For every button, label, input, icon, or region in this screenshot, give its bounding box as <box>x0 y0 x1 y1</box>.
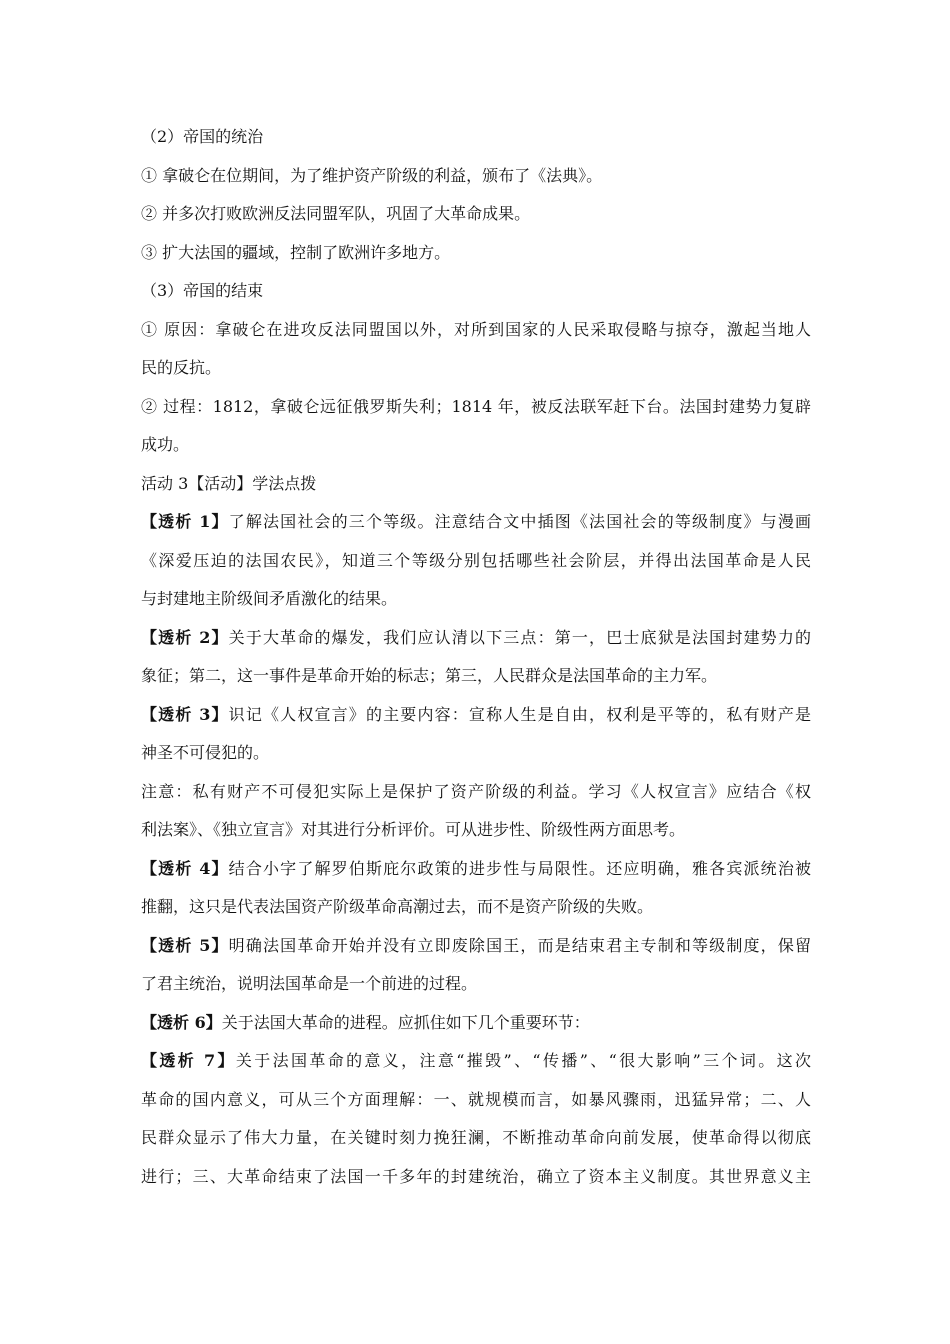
text-line <box>141 1042 811 1081</box>
line-text: 象征；第二，这一事件是革命开始的标志；第三，人民群众是法国革命的主力军。 <box>141 666 718 685</box>
text-line <box>141 234 811 273</box>
text-line <box>141 1119 811 1158</box>
line-text: 进行；三、大革命结束了法国一千多年的封建统治，确立了资本主义制度。其世界意义主 <box>141 1166 811 1186</box>
line-text: 了君主统治，说明法国革命是一个前进的过程。 <box>141 974 478 993</box>
line-text: ① 原因：拿破仑在进攻反法同盟国以外，对所到国家的人民采取侵略与掠夺，激起当地人 <box>141 319 811 339</box>
line-text: 关于大革命的爆发，我们应认清以下三点：第一，巴士底狱是法国封建势力的 <box>228 627 811 647</box>
text-line <box>141 542 811 581</box>
analysis-tag: 【透析 4】 <box>141 858 229 878</box>
text-line <box>141 580 811 619</box>
text-line <box>141 1081 811 1120</box>
document-body <box>141 118 811 1196</box>
line-text: 了解法国社会的三个等级。注意结合文中插图《法国社会的等级制度》与漫画 <box>228 512 811 531</box>
line-text: 识记《人权宣言》的主要内容：宣称人生是自由，权利是平等的，私有财产是 <box>228 704 811 724</box>
line-text: ③ 扩大法国的疆域，控制了欧洲许多地方。 <box>141 242 451 262</box>
analysis-tag: 【透析 5】 <box>141 935 229 955</box>
text-line <box>141 1004 811 1043</box>
line-text: 利法案》、《独立宣言》对其进行分析评价。可从进步性、阶级性两方面思考。 <box>141 820 686 839</box>
text-line <box>141 850 811 889</box>
analysis-tag: 【透析 7】 <box>141 1051 236 1070</box>
line-text: 成功。 <box>141 435 190 454</box>
line-text: 结合小字了解罗伯斯庇尔政策的进步性与局限性。还应明确，雅各宾派统治被 <box>228 858 811 878</box>
line-text: 革命的国内意义，可从三个方面理解：一、就规模而言，如暴风骤雨，迅猛异常；二、人 <box>141 1089 811 1109</box>
line-text: 推翻，这只是代表法国资产阶级革命高潮过去，而不是资产阶级的失败。 <box>141 897 654 916</box>
text-line <box>141 696 811 735</box>
line-text: ② 过程：1812，拿破仑远征俄罗斯失利；1814 年，被反法联军赶下台。法国封建势力复辟 <box>141 396 811 416</box>
text-line <box>141 388 811 427</box>
text-line <box>141 773 811 812</box>
text-line <box>141 734 811 773</box>
line-text: 神圣不可侵犯的。 <box>141 743 270 762</box>
line-text: 活动 3【活动】学法点拨 <box>141 473 317 493</box>
text-line <box>141 965 811 1004</box>
text-line <box>141 657 811 696</box>
line-text: 注意：私有财产不可侵犯实际上是保护了资产阶级的利益。学习《人权宣言》应结合《权 <box>141 781 811 801</box>
line-text: 与封建地主阶级间矛盾激化的结果。 <box>141 589 398 608</box>
line-text: 民的反抗。 <box>141 358 222 377</box>
text-line <box>141 311 811 350</box>
text-line <box>141 349 811 388</box>
line-text: ② 并多次打败欧洲反法同盟军队，巩固了大革命成果。 <box>141 204 531 223</box>
text-line <box>141 157 811 196</box>
text-line <box>141 465 811 504</box>
text-line <box>141 426 811 465</box>
line-text: 《深爱压迫的法国农民》，知道三个等级分别包括哪些社会阶层，并得出法国革命是人民 <box>141 550 811 570</box>
text-line <box>141 1158 811 1197</box>
text-line <box>141 619 811 658</box>
line-text: （2）帝国的统治 <box>141 127 264 146</box>
line-text: 关于法国大革命的进程。应抓住如下几个重要环节： <box>221 1012 590 1032</box>
line-text: ① 拿破仑在位期间，为了维护资产阶级的利益，颁布了《法典》。 <box>141 165 603 185</box>
text-line <box>141 888 811 927</box>
line-text: 明确法国革命开始并没有立即废除国王，而是结束君主专制和等级制度，保留 <box>228 935 811 955</box>
text-line <box>141 503 811 542</box>
text-line <box>141 927 811 966</box>
analysis-tag: 【透析 2】 <box>141 627 229 647</box>
text-line <box>141 118 811 157</box>
analysis-tag: 【透析 3】 <box>141 704 229 724</box>
line-text: 关于法国革命的意义，注意“摧毁”、“传播”、“很大影响”三个词。这次 <box>235 1051 811 1070</box>
text-line <box>141 195 811 234</box>
text-line <box>141 811 811 850</box>
line-text: （3）帝国的结束 <box>141 281 264 300</box>
analysis-tag: 【透析 6】 <box>141 1012 222 1032</box>
analysis-tag: 【透析 1】 <box>141 512 229 531</box>
line-text: 民群众显示了伟大力量，在关键时刻力挽狂澜，不断推动革命向前发展，使革命得以彻底 <box>141 1128 811 1147</box>
text-line <box>141 272 811 311</box>
